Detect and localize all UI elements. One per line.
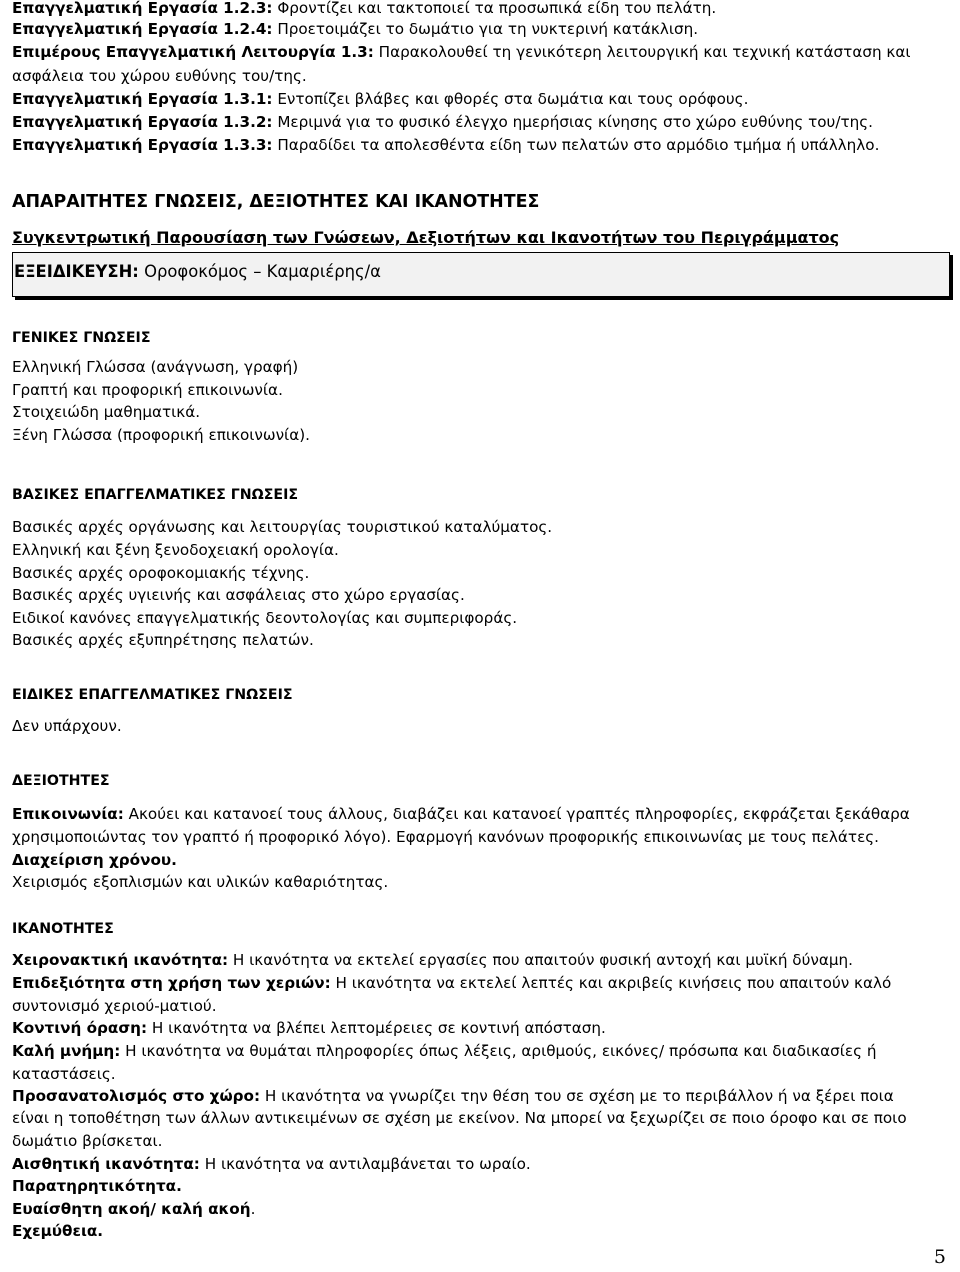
list-item: Βασικές αρχές υγιεινής και ασφάλειας στο χώρο εργασίας.	[12, 586, 465, 604]
orientation-cont: δωμάτιο βρίσκεται.	[12, 1132, 163, 1150]
special-knowledge-title: ΕΙΔΙΚΕΣ ΕΠΑΓΓΕΛΜΑΤΙΚΕΣ ΓΝΩΣΕΙΣ	[12, 687, 293, 703]
list-item: Ελληνική και ξένη ξενοδοχειακή ορολογία.	[12, 541, 339, 559]
task-text: Μεριμνά για το φυσικό έλεγχο ημερήσιας κίνησης στο χώρο ευθύνης του/της.	[272, 113, 873, 131]
task-line	[12, 0, 716, 18]
manual-label: Χειρονακτική ικανότητα:	[12, 951, 229, 969]
orientation-line	[12, 1086, 894, 1106]
basic-knowledge-title: ΒΑΣΙΚΕΣ ΕΠΑΓΓΕΛΜΑΤΙΚΕΣ ΓΝΩΣΕΙΣ	[12, 487, 299, 503]
task-label: Επαγγελματική Εργασία 1.3.3:	[12, 136, 273, 154]
memory-text: Η ικανότητα να θυμάται πληροφορίες όπως λέξεις, αριθμούς, εικόνες/ πρόσωπα και διαδικασίες ή	[120, 1042, 877, 1060]
abilities-title: ΙΚΑΝΟΤΗΤΕΣ	[12, 921, 114, 937]
aesthetic-label: Αισθητική ικανότητα:	[12, 1155, 200, 1173]
equipment-handling: Χειρισμός εξοπλισμών και υλικών καθαριότητας.	[12, 873, 389, 891]
list-item: Ειδικοί κανόνες επαγγελματικής δεοντολογίας και συμπεριφοράς.	[12, 609, 518, 627]
vision-label: Κοντινή όραση:	[12, 1019, 148, 1037]
memory-cont: καταστάσεις.	[12, 1065, 116, 1083]
observant: Παρατηρητικότητα.	[12, 1177, 182, 1195]
dexterity-label: Επιδεξιότητα στη χρήση των χεριών:	[12, 974, 331, 992]
list-item: Ελληνική Γλώσσα (ανάγνωση, γραφή)	[12, 358, 299, 376]
specialization-line	[14, 262, 381, 282]
vision-line	[12, 1018, 606, 1038]
task-text: Φροντίζει και τακτοποιεί τα προσωπικά είδη του πελάτη.	[272, 0, 717, 17]
specialization-value: Οροφοκόμος – Καμαριέρης/α	[138, 262, 381, 281]
function-label: Επιμέρους Επαγγελματική Λειτουργία 1.3:	[12, 43, 374, 61]
list-item: Γραπτή και προφορική επικοινωνία.	[12, 381, 283, 399]
task-label: Επαγγελματική Εργασία 1.3.1:	[12, 90, 273, 108]
memory-line	[12, 1041, 876, 1061]
list-item: Δεν υπάρχουν.	[12, 717, 122, 735]
function-text: Παρακολουθεί τη γενικότερη λειτουργική και τεχνική κατάσταση και	[373, 43, 911, 61]
communication-line	[12, 804, 910, 824]
communication-text: Ακούει και κατανοεί τους άλλους, διαβάζει και κατανοεί γραπτές πληροφορίες, εκφράζεται ξεκάθαρα	[123, 805, 910, 823]
task-line	[12, 89, 748, 109]
task-line	[12, 112, 873, 132]
specialization-label: ΕΞΕΙΔΙΚΕΥΣΗ:	[14, 262, 139, 281]
hearing-line	[12, 1199, 255, 1219]
composure: Εχεμύθεια.	[12, 1222, 104, 1240]
manual-line	[12, 950, 853, 970]
page-number: 5	[933, 1246, 946, 1268]
dexterity-cont: συντονισμό χεριού-ματιού.	[12, 997, 217, 1015]
vision-text: Η ικανότητα να βλέπει λεπτομέρειες σε κοντινή απόσταση.	[147, 1019, 606, 1037]
task-line	[12, 135, 879, 155]
list-item: Βασικές αρχές οργάνωσης και λειτουργίας τουριστικού καταλύματος.	[12, 518, 553, 536]
communication-cont: χρησιμοποιώντας τον γραπτό ή προφορικό λόγο). Εφαρμογή κανόνων προφορικής επικοινωνίας με τους πελάτες.	[12, 828, 880, 846]
orientation-text: Η ικανότητα να γνωρίζει την θέση του σε σχέση με το περιβάλλον ή να ξέρει ποια	[260, 1087, 894, 1105]
aesthetic-text: Η ικανότητα να αντιλαμβάνεται το ωραίο.	[199, 1155, 531, 1173]
task-label: Επαγγελματική Εργασία 1.2.3:	[12, 0, 273, 17]
orientation-cont: είναι η τοποθέτηση των άλλων αντικειμένων σε σχέση με εκείνον. Να μπορεί να ξεχωρίζει σε ποιο όροφο και σε ποιο	[12, 1109, 907, 1127]
task-text: Εντοπίζει βλάβες και φθορές στα δωμάτια και τους ορόφους.	[272, 90, 749, 108]
function-line	[12, 42, 911, 62]
list-item: Ξένη Γλώσσα (προφορική επικοινωνία).	[12, 426, 310, 444]
main-heading: ΑΠΑΡΑΙΤΗΤΕΣ ΓΝΩΣΕΙΣ, ΔΕΞΙΟΤΗΤΕΣ ΚΑΙ ΙΚΑΝΟΤΗΤΕΣ	[12, 192, 540, 212]
communication-label: Επικοινωνία:	[12, 805, 124, 823]
task-label: Επαγγελματική Εργασία 1.2.4:	[12, 20, 273, 38]
general-knowledge-title: ΓΕΝΙΚΕΣ ΓΝΩΣΕΙΣ	[12, 330, 151, 346]
function-line-cont: ασφάλεια του χώρου ευθύνης του/της.	[12, 67, 307, 85]
task-text: Παραδίδει τα απολεσθέντα είδη των πελατών στο αρμόδιο τμήμα ή υπάλληλο.	[272, 136, 880, 154]
dexterity-line	[12, 973, 891, 993]
task-label: Επαγγελματική Εργασία 1.3.2:	[12, 113, 273, 131]
task-line	[12, 19, 698, 39]
list-item: Βασικές αρχές οροφοκομιακής τέχνης.	[12, 564, 310, 582]
skills-title: ΔΕΞΙΟΤΗΤΕΣ	[12, 773, 110, 789]
manual-text: Η ικανότητα να εκτελεί εργασίες που απαιτούν φυσική αντοχή και μυϊκή δύναμη.	[228, 951, 853, 969]
orientation-label: Προσανατολισμός στο χώρο:	[12, 1087, 261, 1105]
hearing-text: .	[250, 1200, 256, 1218]
dexterity-text: Η ικανότητα να εκτελεί λεπτές και ακριβείς κινήσεις που απαιτούν καλό	[330, 974, 892, 992]
hearing-label: Ευαίσθητη ακοή/ καλή ακοή	[12, 1200, 251, 1218]
list-item: Στοιχειώδη μαθηματικά.	[12, 403, 201, 421]
task-text: Προετοιμάζει το δωμάτιο για τη νυκτερινή κατάκλιση.	[272, 20, 699, 38]
memory-label: Καλή μνήμη:	[12, 1042, 121, 1060]
time-management: Διαχείριση χρόνου.	[12, 851, 177, 869]
list-item: Βασικές αρχές εξυπηρέτησης πελατών.	[12, 631, 314, 649]
specialization-box	[12, 252, 950, 297]
aesthetic-line	[12, 1154, 531, 1174]
sub-heading: Συγκεντρωτική Παρουσίαση των Γνώσεων, Δεξιοτήτων και Ικανοτήτων του Περιγράμματος	[12, 228, 840, 247]
